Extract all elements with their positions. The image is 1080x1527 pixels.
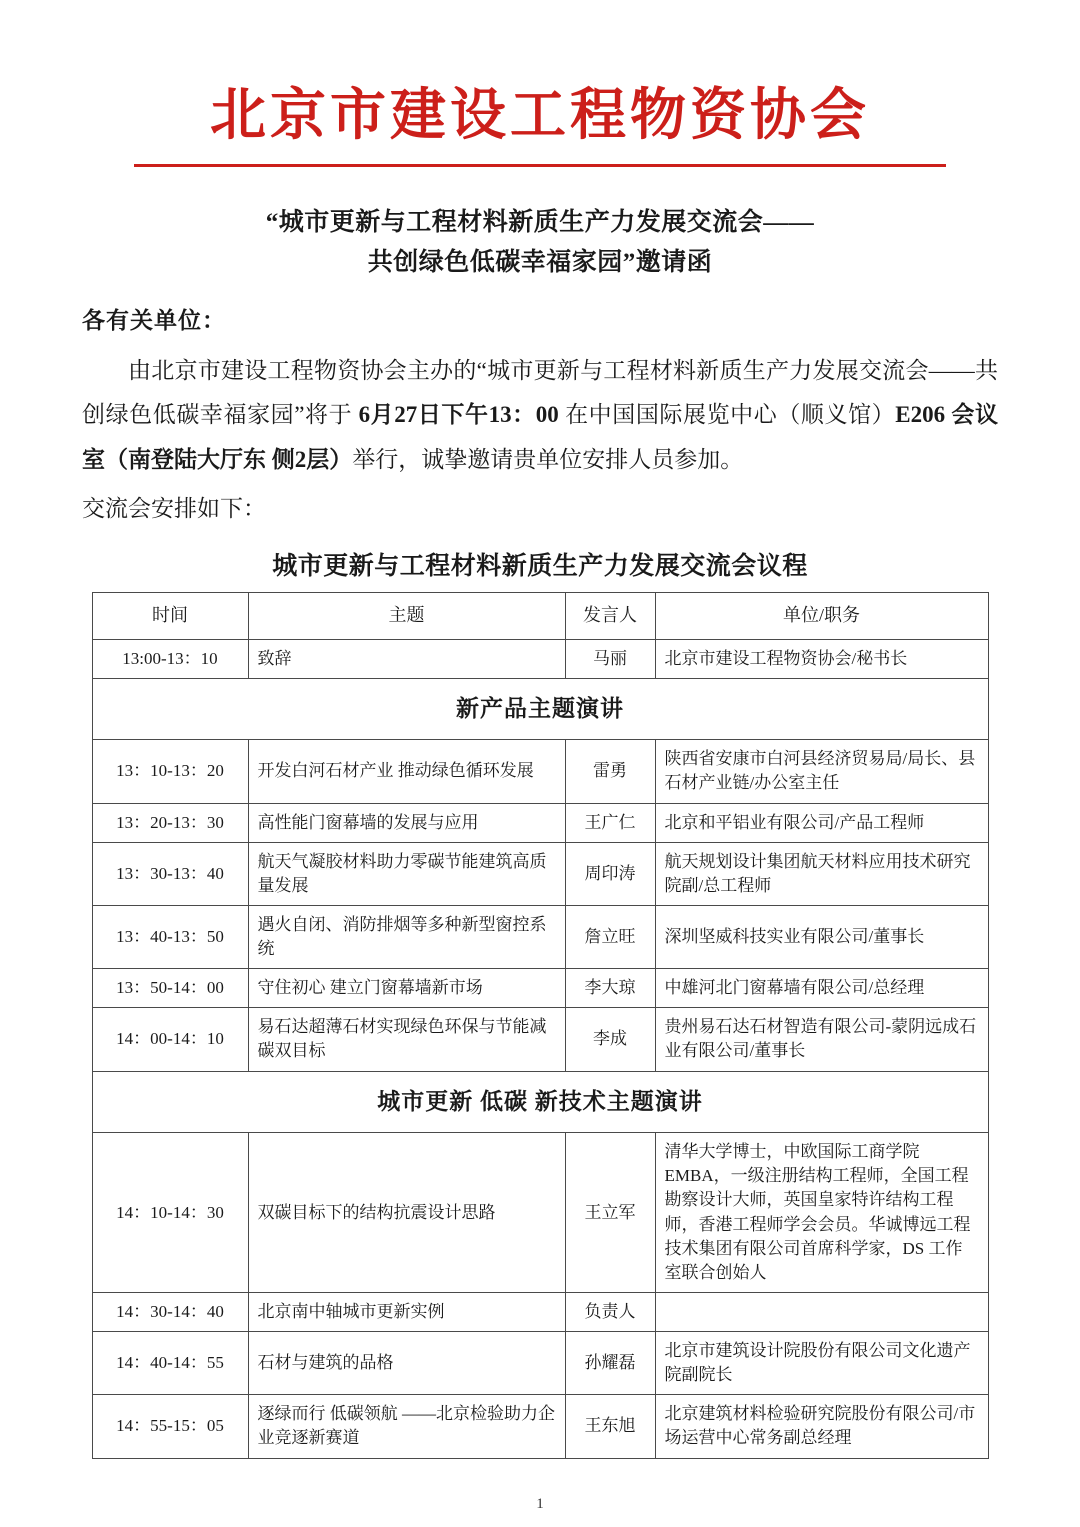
- agenda-cell-org: 中雄河北门窗幕墙有限公司/总经理: [655, 969, 988, 1008]
- agenda-table-row: [92, 639, 988, 678]
- agenda-cell-speaker: 王广仁: [565, 803, 655, 842]
- agenda-cell-org: 北京和平铝业有限公司/产品工程师: [655, 803, 988, 842]
- document-title: [96, 203, 984, 284]
- agenda-section-row: [92, 1071, 988, 1133]
- agenda-cell-topic: 遇火自闭、消防排烟等多种新型窗控系统: [248, 905, 565, 968]
- agenda-section-row: [92, 678, 988, 740]
- agenda-cell-speaker: 王东旭: [565, 1395, 655, 1458]
- agenda-table-row: [92, 1008, 988, 1071]
- agenda-cell-topic: 航天气凝胶材料助力零碳节能建筑高质量发展: [248, 842, 565, 905]
- agenda-table-row: [92, 803, 988, 842]
- agenda-cell-time: 13：10-13：20: [92, 740, 248, 803]
- agenda-cell-time: 13：30-13：40: [92, 842, 248, 905]
- agenda-cell-topic: 石材与建筑的品格: [248, 1332, 565, 1395]
- agenda-cell-time: 13：50-14：00: [92, 969, 248, 1008]
- agenda-cell-speaker: 孙耀磊: [565, 1332, 655, 1395]
- agenda-cell-time: 14：55-15：05: [92, 1395, 248, 1458]
- agenda-cell-org: 深圳坚威科技实业有限公司/董事长: [655, 905, 988, 968]
- column-header-org: 单位/职务: [655, 592, 988, 639]
- agenda-table-row: [92, 740, 988, 803]
- agenda-cell-time: 13：40-13：50: [92, 905, 248, 968]
- agenda-cell-time: 14：30-14：40: [92, 1292, 248, 1331]
- agenda-table-row: [92, 905, 988, 968]
- body-text-datetime: 6月27日下午13：00: [358, 402, 559, 428]
- agenda-section-label: 新产品主题演讲: [92, 678, 988, 740]
- agenda-cell-org: 贵州易石达石材智造有限公司-蒙阴远成石业有限公司/董事长: [655, 1008, 988, 1071]
- agenda-title: 城市更新与工程材料新质生产力发展交流会议程: [272, 552, 808, 580]
- body-text-venue: E206 会议室（南登陆大厅东 侧2层）: [82, 402, 999, 473]
- agenda-table-head: [92, 592, 988, 639]
- agenda-cell-org: 北京市建设工程物资协会/秘书长: [655, 639, 988, 678]
- letterhead-rule: [134, 164, 946, 167]
- agenda-cell-topic: 双碳目标下的结构抗震设计思路: [248, 1133, 565, 1293]
- letterhead-organization: 北京市建设工程物资协会: [210, 85, 870, 147]
- agenda-cell-speaker: 周印涛: [565, 842, 655, 905]
- agenda-cell-org: 北京市建筑设计院股份有限公司文化遗产院副院长: [655, 1332, 988, 1395]
- agenda-cell-speaker: 李成: [565, 1008, 655, 1071]
- agenda-cell-topic: 守住初心 建立门窗幕墙新市场: [248, 969, 565, 1008]
- agenda-cell-topic: 致辞: [248, 639, 565, 678]
- document-title-line-1: “城市更新与工程材料新质生产力发展交流会——: [265, 208, 815, 236]
- agenda-cell-org: 清华大学博士，中欧国际工商学院EMBA，一级注册结构工程师，全国工程勘察设计大师，英国皇家特许结构工程师，香港工程师学会会员。华诚博远工程技术集团有限公司首席科学家，DS 工作室联合创始人: [655, 1133, 988, 1293]
- agenda-cell-org: 陕西省安康市白河县经济贸易局/局长、县石材产业链/办公室主任: [655, 740, 988, 803]
- agenda-cell-org: 北京建筑材料检验研究院股份有限公司/市场运营中心常务副总经理: [655, 1395, 988, 1458]
- agenda-cell-time: 13:00-13：10: [92, 639, 248, 678]
- agenda-table: [92, 592, 989, 1459]
- document-title-line-2: 共创绿色低碳幸福家园”邀请函: [367, 249, 713, 277]
- agenda-cell-speaker: 负责人: [565, 1292, 655, 1331]
- letterhead: [0, 0, 1080, 167]
- agenda-section-label: 城市更新 低碳 新技术主题演讲: [92, 1071, 988, 1133]
- agenda-cell-speaker: 詹立旺: [565, 905, 655, 968]
- agenda-cell-time: 14：00-14：10: [92, 1008, 248, 1071]
- agenda-table-row: [92, 1395, 988, 1458]
- column-header-time: 时间: [92, 592, 248, 639]
- agenda-table-row: [92, 1332, 988, 1395]
- agenda-cell-topic: 易石达超薄石材实现绿色环保与节能减碳双目标: [248, 1008, 565, 1071]
- agenda-table-row: [92, 1292, 988, 1331]
- agenda-cell-org: [655, 1292, 988, 1331]
- agenda-cell-time: 13：20-13：30: [92, 803, 248, 842]
- column-header-speaker: 发言人: [565, 592, 655, 639]
- agenda-header-row: [92, 592, 988, 639]
- agenda-cell-topic: 开发白河石材产业 推动绿色循环发展: [248, 740, 565, 803]
- agenda-table-row: [92, 842, 988, 905]
- agenda-cell-speaker: 雷勇: [565, 740, 655, 803]
- body-tail: 交流会安排如下：: [82, 496, 266, 522]
- agenda-cell-topic: 逐绿而行 低碳领航 ——北京检验助力企业竞逐新赛道: [248, 1395, 565, 1458]
- agenda-table-row: [92, 1133, 988, 1293]
- agenda-cell-org: 航天规划设计集团航天材料应用技术研究院副/总工程师: [655, 842, 988, 905]
- agenda-cell-time: 14：10-14：30: [92, 1133, 248, 1293]
- body-text-part-3: 举行，诚挚邀请贵单位安排人员参加。: [352, 447, 744, 473]
- body-text-part-1: 由北京市建设工程物资协会主办的“城市更新与工程材料新质生产力发展交流会——共创绿色低碳幸福家园”将于: [82, 357, 998, 428]
- body-text-part-2: 在中国国际展览中心（顺义馆）: [558, 402, 896, 428]
- agenda-cell-speaker: 李大琼: [565, 969, 655, 1008]
- column-header-topic: 主题: [248, 592, 565, 639]
- salutation: 各有关单位：: [82, 307, 226, 333]
- page-number: 1: [536, 1496, 544, 1512]
- agenda-cell-speaker: 马丽: [565, 639, 655, 678]
- agenda-table-row: [92, 969, 988, 1008]
- agenda-cell-topic: 高性能门窗幕墙的发展与应用: [248, 803, 565, 842]
- agenda-cell-topic: 北京南中轴城市更新实例: [248, 1292, 565, 1331]
- body-paragraph: [82, 349, 998, 484]
- agenda-table-body: [92, 639, 988, 1458]
- agenda-cell-speaker: 王立军: [565, 1133, 655, 1293]
- agenda-cell-time: 14：40-14：55: [92, 1332, 248, 1395]
